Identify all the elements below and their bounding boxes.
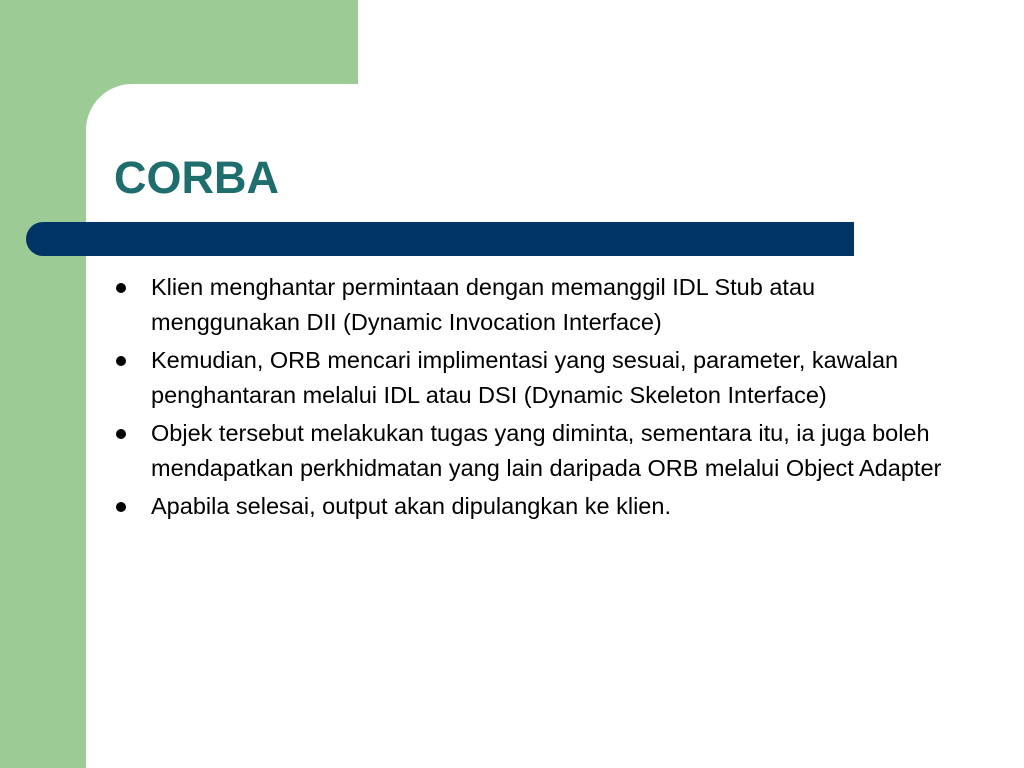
bullet-text: Klien menghantar permintaan dengan memanggil IDL Stub atau menggunakan DII (Dynamic Invocation Interface) xyxy=(151,274,816,335)
bullet-dot-icon xyxy=(116,429,126,439)
bullet-text: Kemudian, ORB mencari implimentasi yang sesuai, parameter, kawalan penghantaran melalui IDL atau DSI (Dynamic Skeleton Interface) xyxy=(151,347,899,408)
bullet-dot-icon xyxy=(116,283,126,293)
bullet-item xyxy=(112,489,962,524)
bullet-item xyxy=(112,270,962,340)
bullet-text: Objek tersebut melakukan tugas yang diminta, sementara itu, ia juga boleh mendapatkan perkhidmatan yang lain daripada ORB melalui Object Adapter xyxy=(151,420,942,481)
title-underline-bar xyxy=(26,222,854,256)
bullet-item xyxy=(112,343,962,413)
bullet-text: Apabila selesai, output akan dipulangkan ke klien. xyxy=(151,493,671,519)
slide-title: CORBA xyxy=(114,152,279,203)
bullet-item xyxy=(112,416,962,486)
bullet-list xyxy=(112,270,962,527)
bullet-dot-icon xyxy=(116,356,126,366)
bullet-dot-icon xyxy=(116,502,126,512)
